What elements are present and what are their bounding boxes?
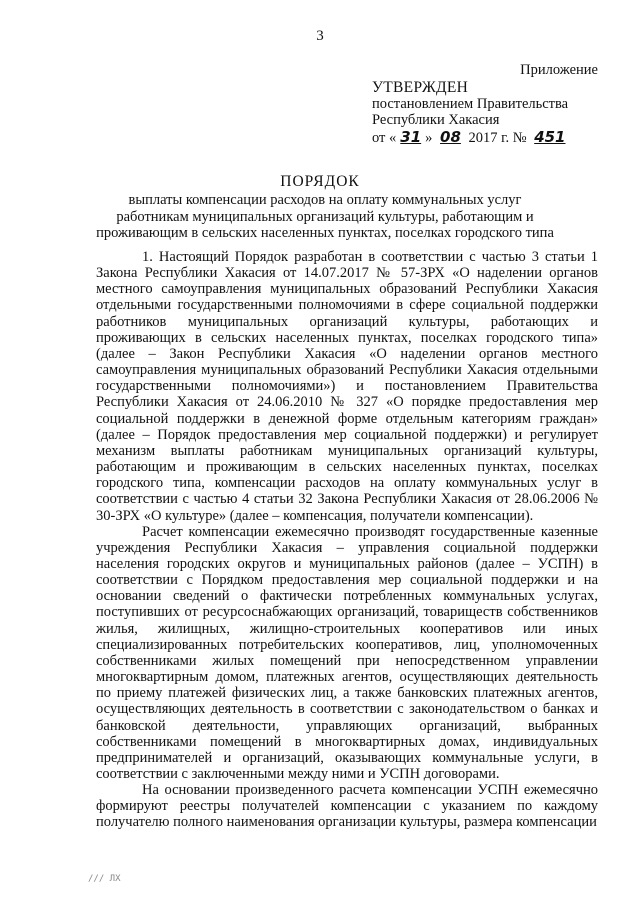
date-prefix: от « [372,130,397,146]
paragraph-2: Расчет компенсации ежемесячно производят государственные казенные учреждения Республики Хакасия – управления социальной поддержки населения городских округов и муниципальных районов (далее – УСПН) в соответствии с Порядком предоставления мер социальной поддержки и на основании сведений о фактически потребленных коммунальных услугах, поступивших от ресурсоснабжающих организаций, товариществ собственников жилья, жилищных, жилищно-строительных кооперативов или иных специализированных потребительских кооперативов, лиц, уполномоченных собственниками жилых помещений при непосредственном управлении многоквартирным домом, платежных агентов, осуществляющих деятельность по приему платежей физических лиц, а также банковских платежных агентов, осуществляющих деятельность в соответствии с законодательством о банках и банковской деятельности, управляющих организаций, выбранных собственниками помещений в многоквартирных домах, индивидуальных предпринимателей и организаций, оказывающих коммунальные услуги, в соответствии с заключенными между ними и УСПН договорами. [96,523,598,782]
approval-line-2: Республики Хакасия [372,112,500,128]
appendix-label: Приложение [520,62,598,78]
document-body [96,249,598,831]
approval-line-1: постановлением Правительства [372,96,569,112]
approval-block [372,80,570,146]
approval-date-line [372,129,570,146]
approved-stamp-text: УТВЕРЖДЕН [372,79,469,96]
handwritten-day: 31 [400,128,422,146]
paragraph-1: 1. Настоящий Порядок разработан в соответствии с частью 3 статьи 1 Закона Республики Хакасия от 14.07.2017 № 57-ЗРХ «О наделении органов местного самоуправления муниципальных образований Республики Хакасия отдельными государственными полномочиями в сфере социальной поддержки работников муниципальных организаций культуры, работающих и проживающих в сельских населенных пунктах, поселках городского типа» (далее – Закон Республики Хакасия «О наделении органов местного самоуправления муниципальных образований Республики Хакасия отдельными государственными полномочиями») и постановлением Правительства Республики Хакасия от 24.06.2010 № 327 «О порядке предоставления мер социальной поддержки в денежной форме отдельным категориям граждан» (далее – Порядок предоставления мер социальной поддержки) и регулирует механизм выплаты работникам муниципальных организаций культуры, работающим и проживающим в сельских населенных пунктах, поселках городского типа, компенсации расходов на оплату коммунальных услуг в соответствии с частью 4 статьи 32 Закона Республики Хакасия от 28.06.2006 № 30-ЗРХ «О культуре» (далее – компенсация, получатели компенсации). [96,249,598,524]
date-year: 2017 г. № [468,130,527,146]
document-subtitle: выплаты компенсации расходов на оплату коммунальных услуг работникам муниципальных организаций культуры, работающим и проживающим в сельских населенных пунктах, поселках городского типа [96,192,554,241]
date-mid: » [425,130,433,146]
handwritten-month: 08 [440,128,461,146]
document-title: ПОРЯДОК [280,173,360,190]
footer-code: /// ЛХ [88,874,121,884]
paragraph-3: На основании произведенного расчета компенсации УСПН ежемесячно формируют реестры получателей компенсации с указанием по каждому получателю полного наименования организации культуры, размера компенсации [96,782,598,831]
page-number: 3 [316,28,324,44]
handwritten-doc-number: 451 [534,128,566,146]
